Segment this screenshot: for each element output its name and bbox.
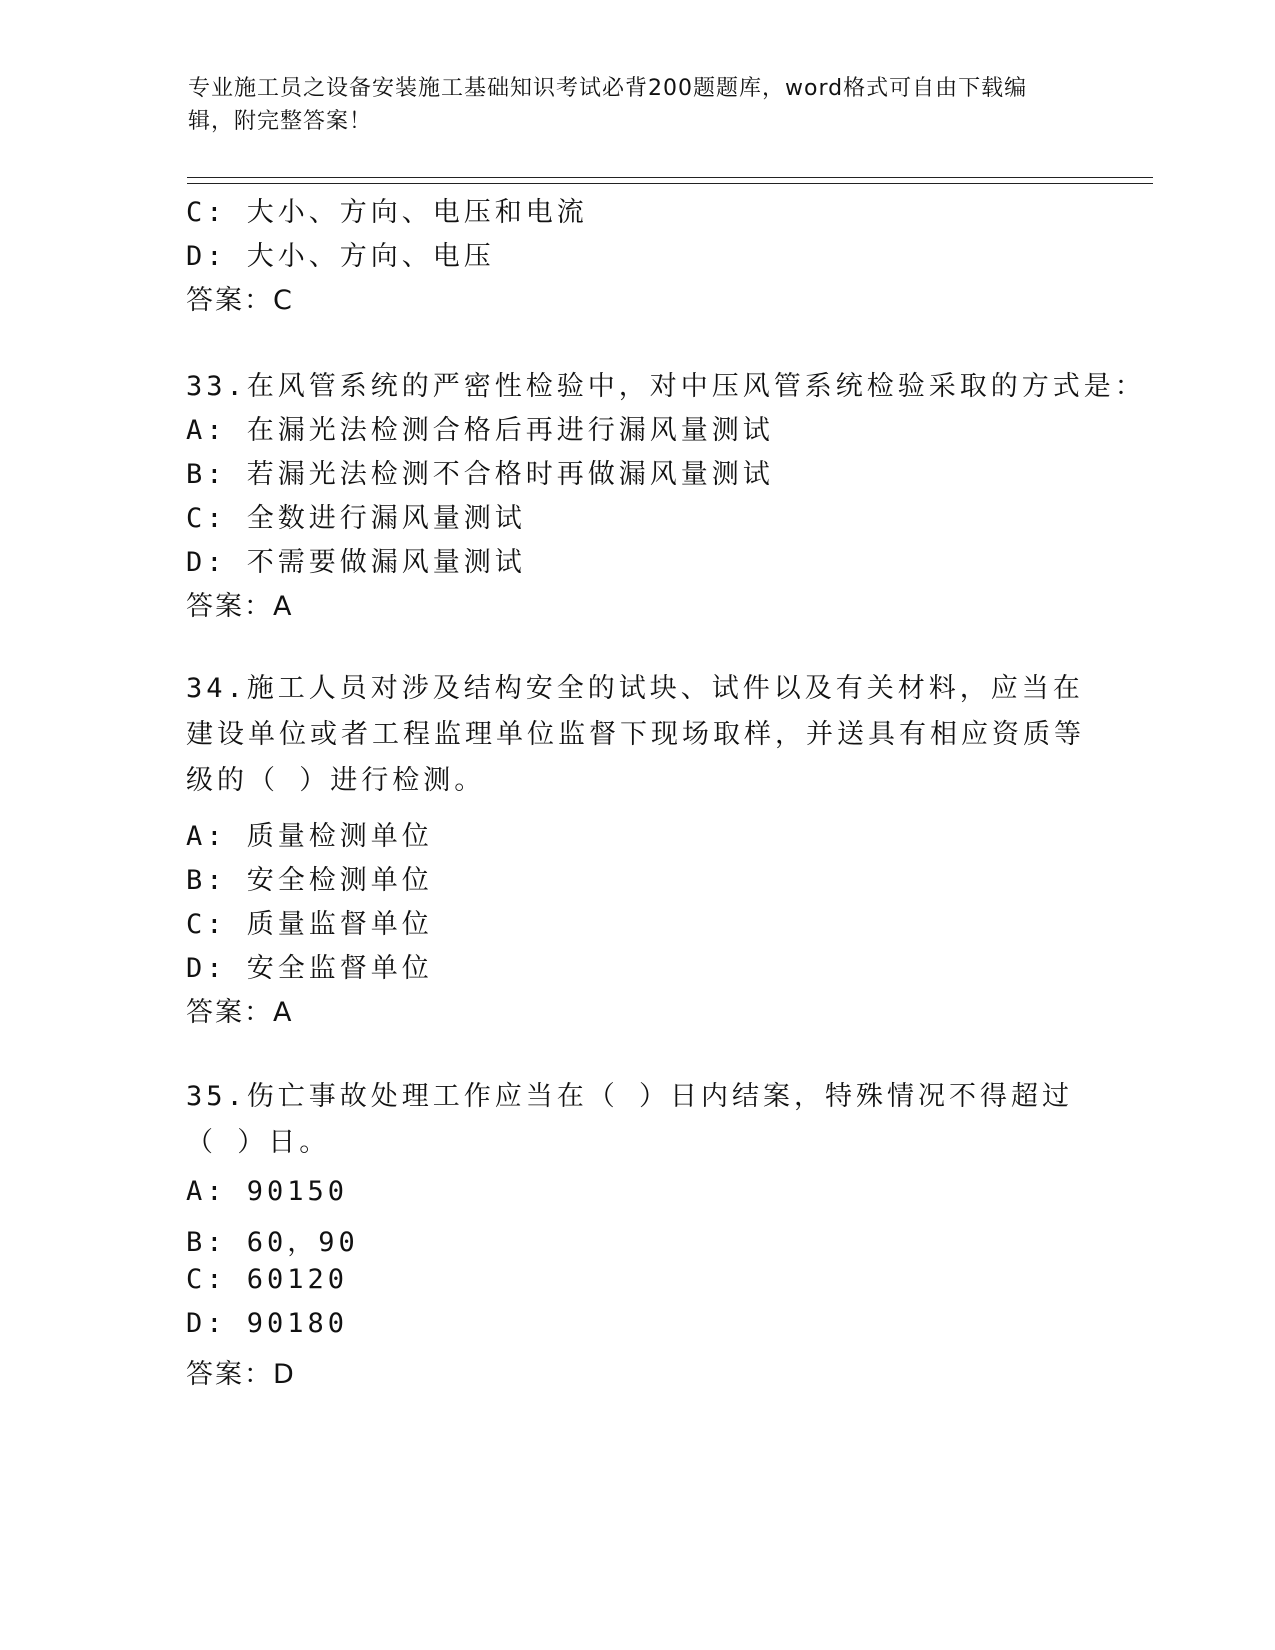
option-a: A: 90150 [186, 1176, 349, 1207]
answer-line: 答案：D [186, 1359, 296, 1390]
option-d: D: 大小、方向、电压 [186, 241, 495, 272]
option-c: C: 60120 [186, 1264, 349, 1295]
option-b: B: 安全检测单位 [186, 865, 433, 896]
option-a: A: 质量检测单位 [186, 821, 433, 852]
option-c: C: 全数进行漏风量测试 [186, 503, 526, 534]
question-34-block [186, 666, 1086, 1028]
answer-line: 答案：A [186, 997, 294, 1028]
option-c: C: 质量监督单位 [186, 909, 433, 940]
option-b: B: 60，90 [186, 1227, 359, 1258]
question-text: 33.在风管系统的严密性检验中，对中压风管系统检验采取的方式是： [186, 371, 1146, 402]
option-d: D: 安全监督单位 [186, 953, 433, 984]
document-header-title: 专业施工员之设备安装施工基础知识考试必背200题题库，word格式可自由下载编辑，附完整答案！ [188, 76, 1028, 134]
answer-line: 答案：C [186, 285, 294, 316]
question-35-block [186, 1074, 1086, 1390]
option-c: C: 大小、方向、电压和电流 [186, 197, 588, 228]
header-divider-top [187, 177, 1153, 178]
header-divider-bottom [187, 183, 1153, 184]
question-text: 35.伤亡事故处理工作应当在（ ）日内结案，特殊情况不得超过（ ）日。 [186, 1081, 1074, 1158]
question-text: 34.施工人员对涉及结构安全的试块、试件以及有关材料，应当在建设单位或者工程监理单位监督下现场取样，并送具有相应资质等级的（ ）进行检测。 [186, 673, 1085, 796]
option-a: A: 在漏光法检测合格后再进行漏风量测试 [186, 415, 774, 446]
option-b: B: 若漏光法检测不合格时再做漏风量测试 [186, 459, 774, 490]
option-d: D: 不需要做漏风量测试 [186, 547, 526, 578]
answer-line: 答案：A [186, 591, 294, 622]
option-d: D: 90180 [186, 1308, 349, 1339]
